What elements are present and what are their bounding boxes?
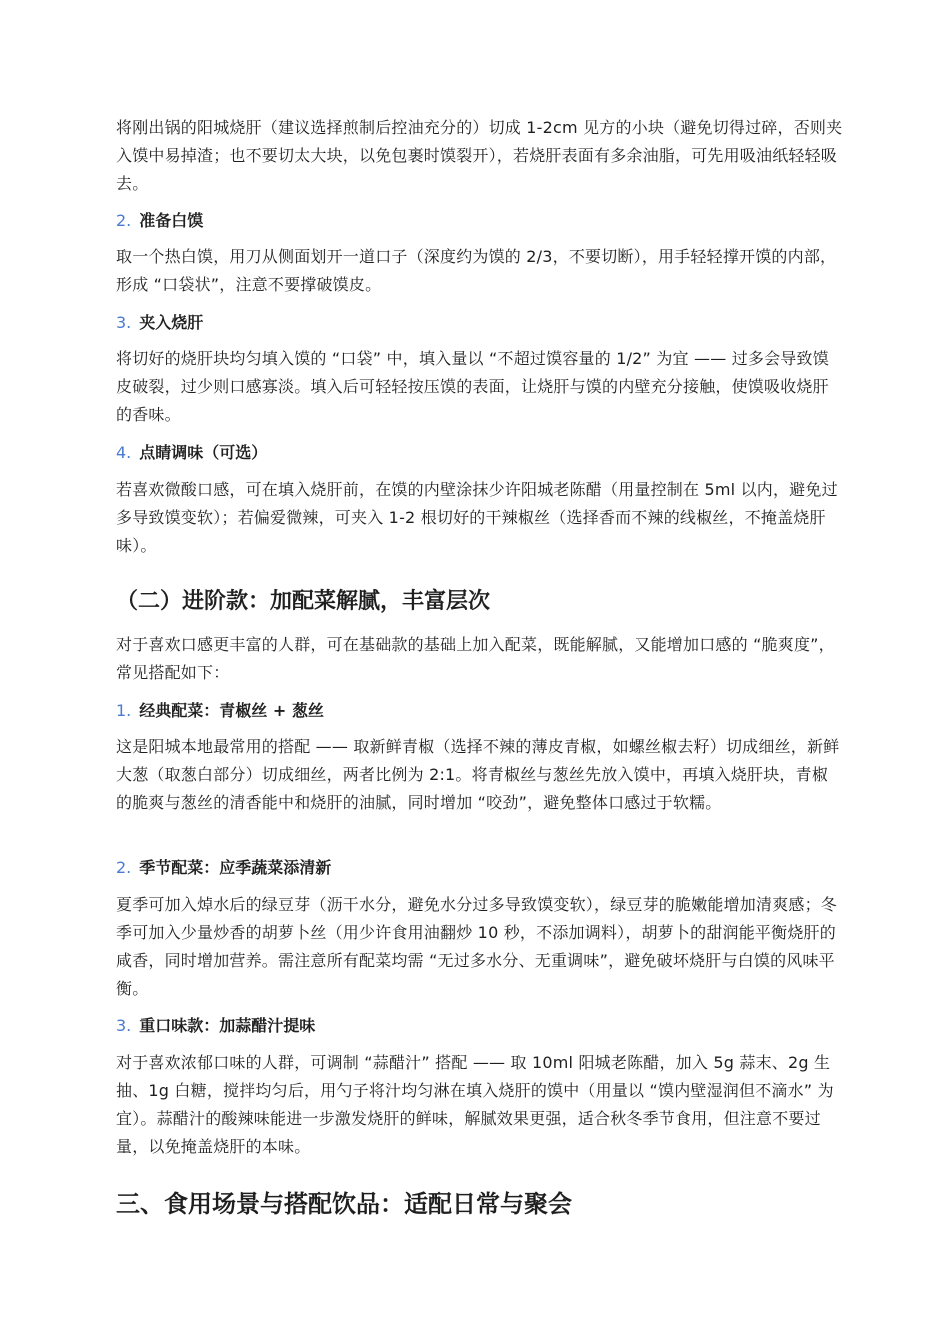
advanced-item-paragraph: 这是阳城本地最常用的搭配 —— 取新鲜青椒（选择不辣的薄皮青椒，如螺丝椒去籽）切成细丝，新鲜大葱（取葱白部分）切成细丝，两者比例为 2:1。将青椒丝与葱丝先放入馍中，再填入烧肝块，青椒的脆爽与葱丝的清香能中和烧肝的油腻，同时增加 “咬劲”，避免整体口感过于软糯。 [116,737,840,812]
step-title: 点睛调味（可选） [139,443,268,462]
step-number: 2. [116,211,132,230]
step-heading [116,312,203,334]
step-number: 4. [116,443,132,462]
section-heading-scenes: 三、食用场景与搭配饮品：适配日常与聚会 [116,1190,572,1218]
intro-paragraph: 将刚出锅的阳城烧肝（建议选择煎制后控油充分的）切成 1-2cm 见方的小块（避免切得过碎，否则夹入馍中易掉渣；也不要切太大块，以免包裹时馍裂开），若烧肝表面有多余油脂，可先用吸油纸轻轻吸去。 [116,118,843,193]
step-paragraph: 若喜欢微酸口感，可在填入烧肝前，在馍的内壁涂抹少许阳城老陈醋（用量控制在 5ml 以内，避免过多导致馍变软）；若偏爱微辣，可夹入 1-2 根切好的干辣椒丝（选择香而不辣的线椒丝，不掩盖烧肝味）。 [116,480,838,555]
step-title: 夹入烧肝 [139,313,204,332]
advanced-item-paragraph: 对于喜欢浓郁口味的人群，可调制 “蒜醋汁” 搭配 —— 取 10ml 阳城老陈醋，加入 5g 蒜末、2g 生抽、1g 白糖，搅拌均匀后，用勺子将汁均匀淋在填入烧肝的馍中（用量以 “馍内壁湿润但不滴水” 为宜）。蒜醋汁的酸辣味能进一步激发烧肝的鲜味，解腻效果更强，适合秋冬季节食用，但注意不要过量，以免掩盖烧肝的本味。 [116,1053,834,1156]
step-heading [116,442,267,464]
step-paragraph: 取一个热白馍，用刀从侧面划开一道口子（深度约为馍的 2/3，不要切断），用手轻轻撑开馍的内部，形成 “口袋状”，注意不要撑破馍皮。 [116,247,837,294]
item-title: 季节配菜：应季蔬菜添清新 [139,858,332,877]
advanced-item-heading [116,1015,315,1037]
step-paragraph: 将切好的烧肝块均匀填入馍的 “口袋” 中，填入量以 “不超过馍容量的 1/2” 为宜 —— 过多会导致馍皮破裂，过少则口感寡淡。填入后可轻轻按压馍的表面，让烧肝与馍的内壁充分接触，使馍吸收烧肝的香味。 [116,349,829,424]
item-number: 3. [116,1016,132,1035]
item-number: 1. [116,701,132,720]
advanced-item-paragraph: 夏季可加入焯水后的绿豆芽（沥干水分，避免水分过多导致馍变软），绿豆芽的脆嫩能增加清爽感；冬季可加入少量炒香的胡萝卜丝（用少许食用油翻炒 10 秒，不添加调料），胡萝卜的甜润能平衡烧肝的咸香，同时增加营养。需注意所有配菜均需 “无过多水分、无重调味”，避免破坏烧肝与白馍的风味平衡。 [116,895,838,998]
step-title: 准备白馍 [139,211,204,230]
section-heading-advanced: （二）进阶款：加配菜解腻，丰富层次 [116,589,491,614]
advanced-item-heading [116,700,324,722]
step-heading [116,210,203,232]
advanced-item-heading [116,857,331,879]
step-number: 3. [116,313,132,332]
item-title: 重口味款：加蒜醋汁提味 [139,1016,316,1035]
item-number: 2. [116,858,132,877]
advanced-intro: 对于喜欢口感更丰富的人群，可在基础款的基础上加入配菜，既能解腻，又能增加口感的 “脆爽度”，常见搭配如下： [116,635,835,682]
item-title: 经典配菜：青椒丝 + 葱丝 [139,701,324,720]
